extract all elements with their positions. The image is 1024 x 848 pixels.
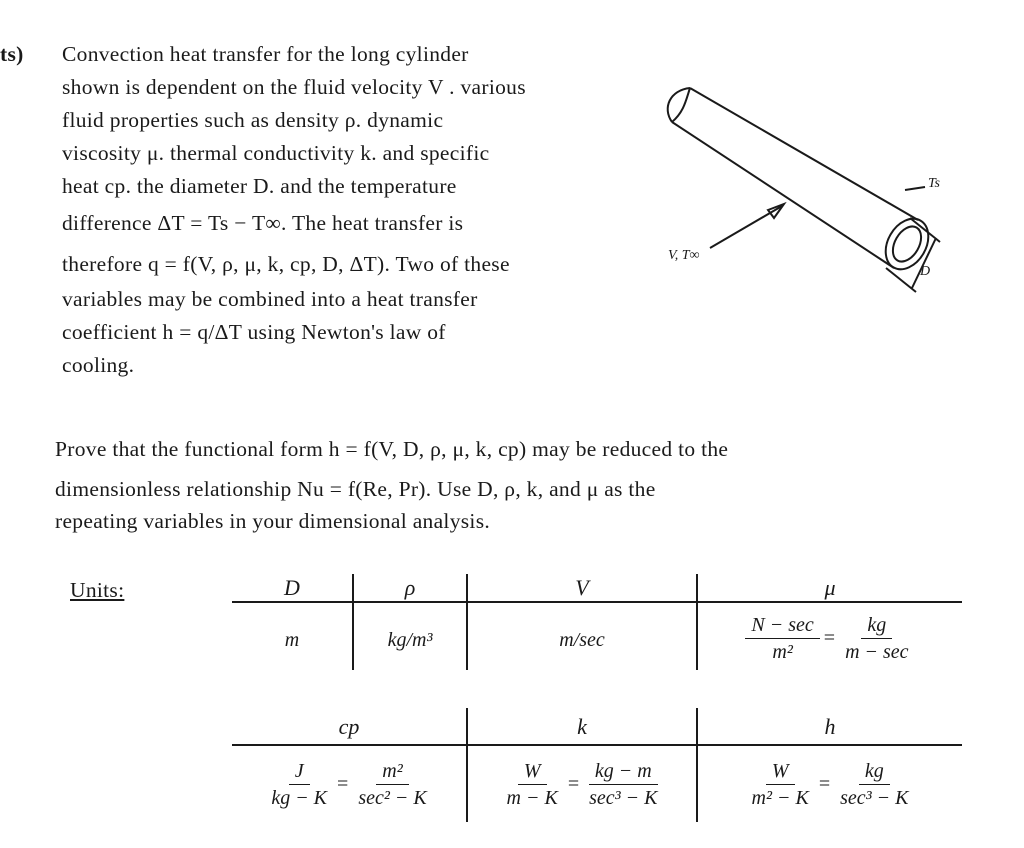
h-num2: kg (859, 760, 890, 785)
header-h: h (824, 714, 836, 739)
k-eq: = (567, 772, 580, 795)
flow-label: V, T∞ (668, 248, 700, 263)
mu-num1: N − sec (745, 614, 819, 639)
intro-line: therefore q = f(V, ρ, μ, k, cp, D, ΔT). Two of these (62, 252, 510, 276)
header-V: V (575, 575, 589, 600)
diameter-label: D (920, 264, 931, 279)
k-num1: W (518, 760, 547, 785)
cp-den2: sec² − K (358, 786, 427, 809)
unit-V: m/sec (559, 628, 605, 651)
unit-k (468, 752, 696, 816)
h-den1: m² − K (751, 786, 809, 809)
header-rho: ρ (404, 575, 416, 600)
header-D: D (284, 575, 300, 600)
h-eq: = (818, 772, 831, 795)
table1-divider (232, 601, 962, 603)
prove-line: repeating variables in your dimensional analysis. (55, 509, 491, 533)
cp-den1: kg − K (271, 786, 328, 809)
cylinder-figure (650, 70, 980, 330)
intro-line: difference ΔT = Ts − T∞. The heat transfer is (62, 211, 464, 235)
k-den1: m − K (506, 786, 558, 809)
surface-temp-label: Ts (928, 176, 940, 191)
units-label: Units: (70, 578, 125, 602)
prove-line: Prove that the functional form h = f(V, D, ρ, μ, k, cp) may be reduced to the (55, 437, 729, 461)
h-num1: W (766, 760, 795, 785)
unit-rho: kg/m³ (387, 628, 433, 651)
prove-line: dimensionless relationship Nu = f(Re, Pr). Use D, ρ, k, and μ as the (55, 477, 656, 501)
table2-divider (232, 744, 962, 746)
k-num2: kg − m (589, 760, 658, 785)
prove-paragraph (55, 428, 955, 542)
intro-line: Convection heat transfer for the long cylinder (62, 42, 469, 66)
mu-eq: = (823, 626, 836, 649)
header-k: k (577, 714, 587, 739)
mu-den2: m − sec (845, 640, 909, 663)
header-cp: cp (338, 714, 360, 739)
intro-line: fluid properties such as density ρ. dynamic (62, 108, 444, 132)
unit-mu (698, 608, 962, 668)
intro-line: viscosity μ. thermal conductivity k. and specific (62, 141, 490, 165)
unit-h (698, 752, 962, 816)
h-den2: sec³ − K (840, 786, 909, 809)
intro-line: cooling. (62, 353, 135, 377)
mu-num2: kg (861, 614, 892, 639)
points-label: ts) (0, 42, 24, 66)
intro-line: variables may be combined into a heat transfer (62, 287, 478, 311)
intro-line: shown is dependent on the fluid velocity V . various (62, 75, 526, 99)
intro-paragraph (62, 38, 622, 382)
cp-num2: m² (376, 760, 408, 785)
intro-line: coefficient h = q/ΔT using Newton's law of (62, 320, 446, 344)
cp-eq: = (337, 772, 349, 795)
cp-num1: J (289, 760, 310, 785)
unit-cp (232, 752, 466, 816)
mu-den1: m² (772, 640, 793, 663)
k-den2: sec³ − K (589, 786, 658, 809)
unit-D: m (284, 628, 300, 651)
intro-line: heat cp. the diameter D. and the temperature (62, 174, 457, 198)
header-mu: μ (824, 575, 836, 600)
